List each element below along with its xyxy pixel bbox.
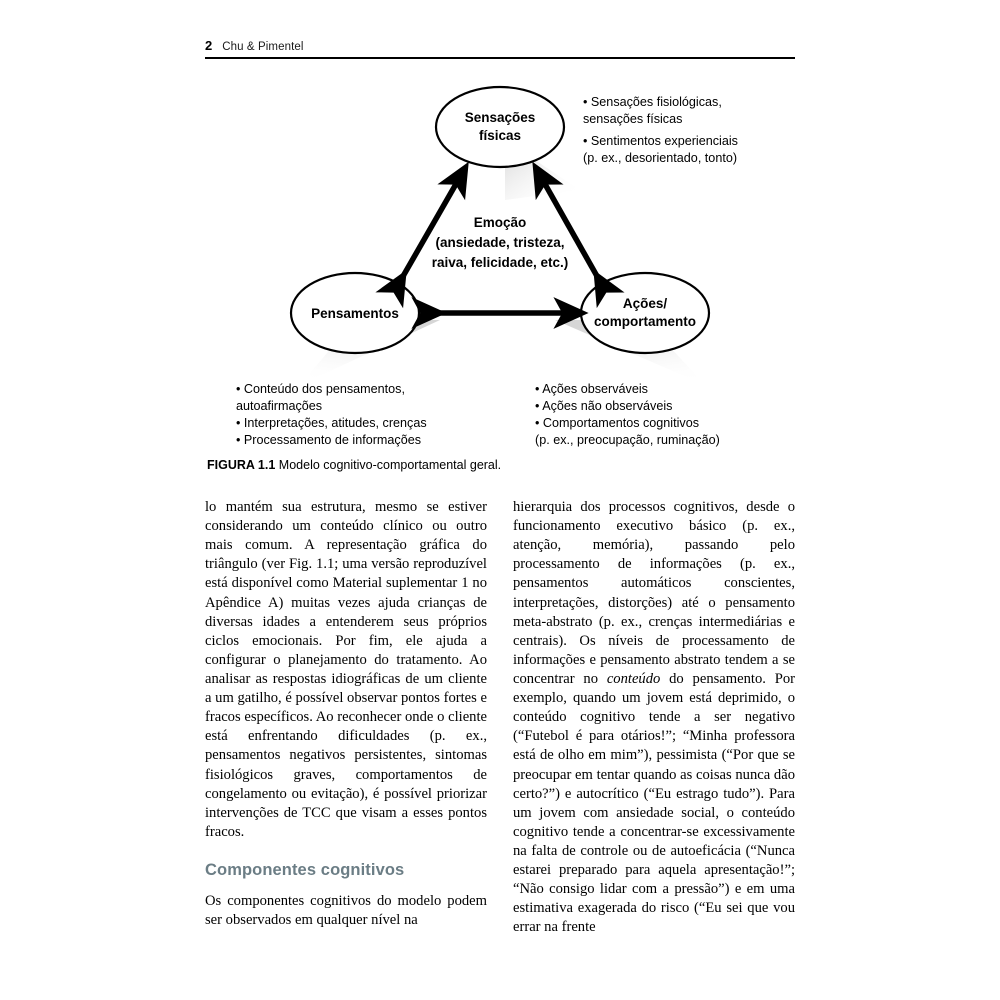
figure-caption-label: FIGURA 1.1 xyxy=(207,458,276,472)
figure-caption-text: Modelo cognitivo-comportamental geral. xyxy=(278,458,502,472)
figure-bullets-right xyxy=(535,382,720,447)
svg-text:sensações físicas: sensações físicas xyxy=(583,112,683,126)
right-paragraph-1-emphasis: conteúdo xyxy=(606,670,661,687)
svg-text:(p. ex., preocupação, ruminaçã: (p. ex., preocupação, ruminação) xyxy=(535,433,720,447)
right-column xyxy=(513,498,795,968)
header-divider xyxy=(205,57,795,59)
left-paragraph-1: lo mantém sua estrutura, mesmo se estiver considerando um conteúdo clínico ou outro mais comum. A representação gráfica do triângulo (ver Fig. 1.1; uma versão reproduzível está disponível como Material suplementar 1 no Apêndice A) muitas vezes ajuda crianças de diversas idades a entenderem seus próprios ciclos emocionais. Por fim, ele ajuda a configurar o planejamento do tratamento. Ao analisar as respostas idiográficas de um cliente a um gatilho, é possível observar pontos fortes e fracos específicos. Ao reconhecer onde o cliente está enfrentando dificuldades (p. ex., pensamentos negativos persistentes, sintomas fisiológicos graves, comportamentos de congelamento ou evitação), é possível priorizar intervenções de TCC que visam a esses pontos fracos. xyxy=(205,499,487,840)
svg-text:• Interpretações, atitudes, cr: • Interpretações, atitudes, crenças xyxy=(236,416,427,430)
svg-text:• Sentimentos experienciais: • Sentimentos experienciais xyxy=(583,134,738,148)
right-paragraph-1-part1: hierarquia dos processos cognitivos, desde o funcionamento executivo básico (p. ex., atenção, memória), passando pelo processamento de informações (p. ex., pensamentos automáticos conscientes, interpretações, distorções) até o pensamento meta-abstrato (p. ex., crenças intermediárias e centrais). Os níveis de processamento de informações e pensamento abstrato tendem a se concentrar no xyxy=(513,499,795,687)
figure-bullets-left xyxy=(236,382,427,447)
right-paragraph-1 xyxy=(513,498,795,938)
svg-text:• Ações não observáveis: • Ações não observáveis xyxy=(535,399,673,413)
svg-text:autoafirmações: autoafirmações xyxy=(236,399,323,413)
figure-caption xyxy=(207,458,797,472)
svg-text:Ações/: Ações/ xyxy=(622,296,668,311)
figure-node-sensacoes-fisicas xyxy=(436,87,564,167)
svg-text:Sensações: Sensações xyxy=(464,110,536,125)
running-head xyxy=(205,38,795,53)
svg-text:(ansiedade, tristeza,: (ansiedade, tristeza, xyxy=(435,235,565,250)
svg-text:Emoção: Emoção xyxy=(473,215,527,230)
running-head-title: Chu & Pimentel xyxy=(222,41,304,53)
left-paragraph-2: Os componentes cognitivos do modelo podem ser observados em qualquer nível na xyxy=(205,892,487,928)
page-number: 2 xyxy=(205,38,213,53)
svg-text:• Ações observáveis: • Ações observáveis xyxy=(535,382,648,396)
left-column xyxy=(205,498,487,968)
svg-text:Pensamentos: Pensamentos xyxy=(311,306,399,321)
svg-text:físicas: físicas xyxy=(478,128,522,143)
figure-bullets-top xyxy=(583,95,738,165)
svg-text:• Processamento de informações: • Processamento de informações xyxy=(236,433,422,447)
svg-text:• Sensações fisiológicas,: • Sensações fisiológicas, xyxy=(583,95,722,109)
section-heading-componentes-cognitivos: Componentes cognitivos xyxy=(205,860,405,879)
body-columns xyxy=(205,498,795,968)
svg-text:comportamento: comportamento xyxy=(593,314,697,329)
svg-text:(p. ex., desorientado, tonto): (p. ex., desorientado, tonto) xyxy=(583,151,738,165)
svg-text:• Conteúdo dos pensamentos,: • Conteúdo dos pensamentos, xyxy=(236,382,405,396)
figure-center-label-emocao xyxy=(432,215,569,270)
figure-1-1 xyxy=(205,70,795,455)
right-paragraph-1-part2: do pensamento. Por exemplo, quando um jovem está deprimido, o conteúdo cognitivo tende a ser negativo (“Futebol é para otários!”; “Minha professora está de olho em mim”), pessimista (“Por que se preocupar em tentar quando as coisas nunca dão certo?”) e autocrítico (“Eu estrago tudo”). Para um jovem com ansiedade social, o conteúdo cognitivo tende a concentrar-se excessivamente na falta de controle ou de autoeficácia (“Nunca estarei preparado para aquela apresentação!”; “Não consigo lidar com a pressão”) e em uma estimativa exagerada do risco (“Eu sei que vou errar na frente xyxy=(513,670,795,936)
svg-text:raiva, felicidade, etc.): raiva, felicidade, etc.) xyxy=(431,255,569,270)
svg-text:• Comportamentos cognitivos: • Comportamentos cognitivos xyxy=(535,416,700,430)
